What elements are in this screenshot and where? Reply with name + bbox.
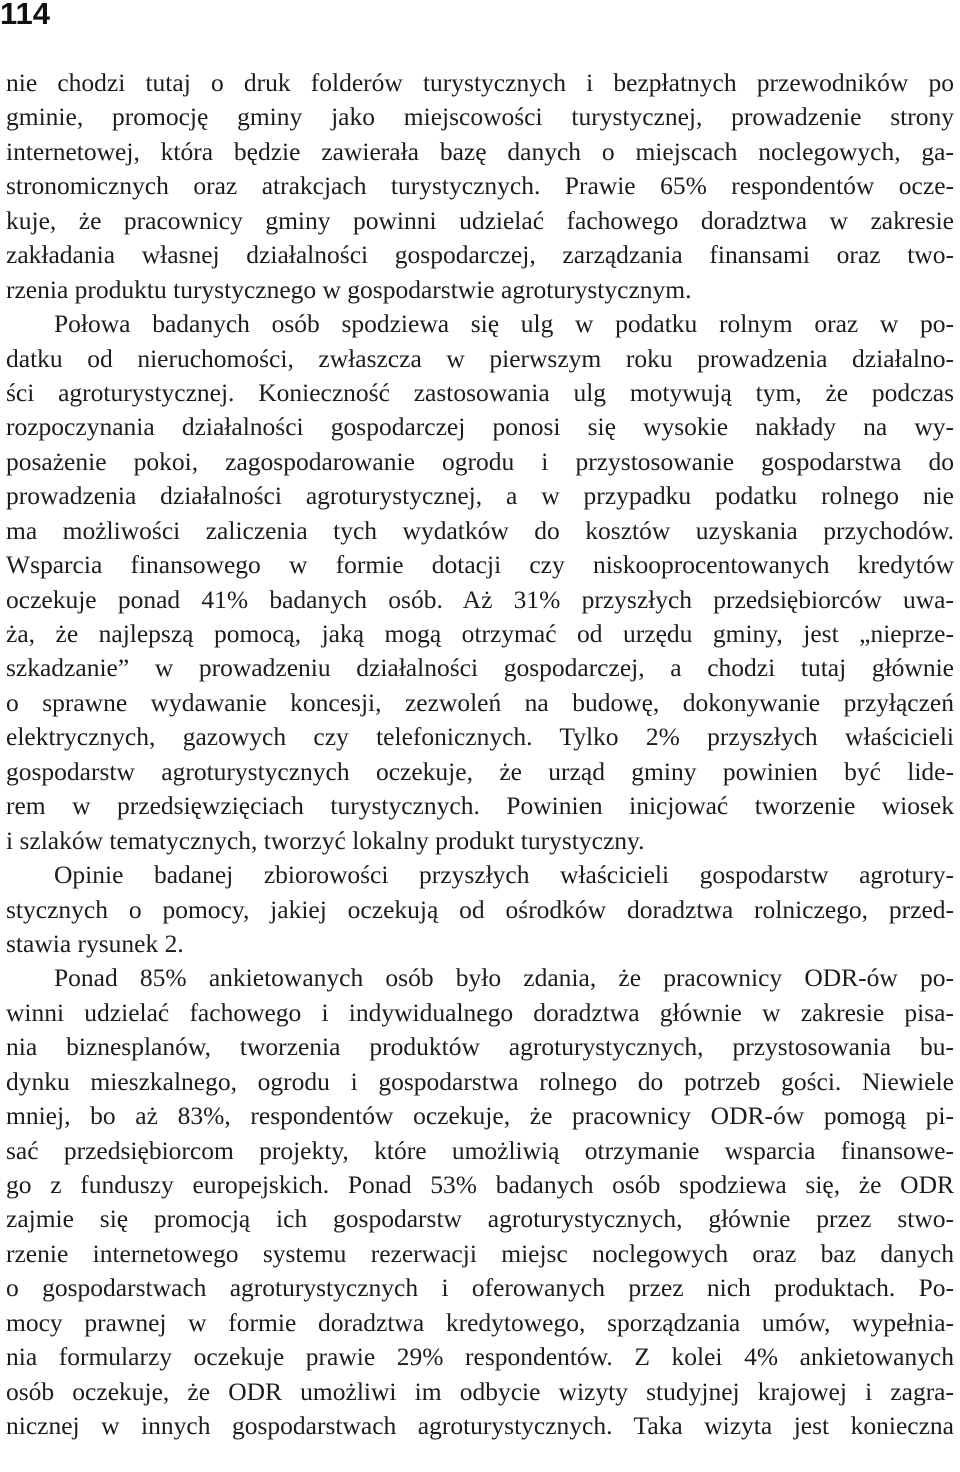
paragraph-3: [6, 858, 954, 961]
text-line: rozpoczynania działalności gospodarczej ponosi się wysokie nakłady na wy-: [6, 412, 954, 442]
text-line: sać przedsiębiorcom projekty, które umożliwią otrzymanie wsparcia finansowe-: [6, 1135, 954, 1165]
paragraph-4: [6, 961, 954, 1443]
text-line: stronomicznych oraz atrakcjach turystycznych. Prawie 65% respondentów ocze-: [6, 171, 954, 201]
text-line: stycznych o pomocy, jakiej oczekują od ośrodków doradztwa rolniczego, przed-: [6, 894, 954, 924]
text-line: ża, że najlepszą pomocą, jaką mogą otrzymać od urzędu gminy, jest „nieprze-: [6, 619, 954, 648]
text-line: osób oczekuje, że ODR umożliwi im odbycie wizyty studyjnej krajowej i zagra-: [6, 1376, 954, 1406]
text-line: nie chodzi tutaj o druk folderów turystycznych i bezpłatnych przewodników po: [6, 68, 954, 97]
text-line: posażenie pokoi, zagospodarowanie ogrodu i przystosowanie gospodarstwa do: [6, 446, 954, 476]
text-line: datku od nieruchomości, zwłaszcza w pierwszym roku prowadzenia działalno-: [6, 343, 954, 373]
text-line: kuje, że pracownicy gminy powinni udzielać fachowego doradztwa w zakresie: [6, 205, 954, 235]
paragraph-2: [6, 307, 954, 858]
text-line: rzenia produktu turystycznego w gospodarstwie agroturystycznym.: [6, 274, 692, 304]
text-line: ma możliwości zaliczenia tych wydatków do kosztów uzyskania przychodów.: [6, 515, 954, 545]
text-line: dynku mieszkalnego, ogrodu i gospodarstwa rolnego do potrzeb gości. Niewiele: [6, 1066, 954, 1096]
text-line: zakładania własnej działalności gospodarczej, zarządzania finansami oraz two-: [6, 240, 954, 270]
paragraph-1: [6, 66, 954, 307]
text-line: gospodarstw agroturystycznych oczekuje, że urząd gminy powinien być lide-: [6, 756, 954, 786]
text-line: Wsparcia finansowego w formie dotacji czy niskooprocentowanych kredytów: [6, 550, 954, 580]
text-line: rem w przedsięwzięciach turystycznych. Powinien inicjować tworzenie wiosek: [6, 791, 954, 821]
text-line: Połowa badanych osób spodziewa się ulg w podatku rolnym oraz w po-: [54, 309, 954, 339]
text-line: prowadzenia działalności agroturystycznej, a w przypadku podatku rolnego nie: [6, 481, 954, 511]
text-line: elektrycznych, gazowych czy telefonicznych. Tylko 2% przyszłych właścicieli: [6, 722, 954, 752]
text-line: mocy prawnej w formie doradztwa kredytowego, sporządzania umów, wypełnia-: [6, 1307, 954, 1337]
text-line: oczekuje ponad 41% badanych osób. Aż 31% przyszłych przedsiębiorców uwa-: [6, 584, 954, 614]
text-line: i szlaków tematycznych, tworzyć lokalny produkt turystyczny.: [6, 825, 645, 855]
text-line: mniej, bo aż 83%, respondentów oczekuje, że pracownicy ODR-ów pomogą pi-: [6, 1101, 954, 1131]
text-line: nicznej w innych gospodarstwach agroturystycznych. Taka wizyta jest konieczna: [6, 1411, 954, 1441]
text-line: ści agroturystycznej. Konieczność zastosowania ulg motywują tym, że podczas: [6, 377, 954, 407]
text-line: nia biznesplanów, tworzenia produktów agroturystycznych, przystosowania bu-: [6, 1032, 954, 1062]
body-text: [6, 66, 954, 1444]
text-line: go z funduszy europejskich. Ponad 53% badanych osób spodziewa się, że ODR: [6, 1170, 954, 1199]
text-line: Opinie badanej zbiorowości przyszłych właścicieli gospodarstw agrotury-: [54, 860, 954, 890]
text-line: o sprawne wydawanie koncesji, zezwoleń na budowę, dokonywanie przyłączeń: [6, 687, 954, 717]
text-line: o gospodarstwach agroturystycznych i oferowanych przez nich produktach. Po-: [6, 1273, 954, 1303]
text-line: rzenie internetowego systemu rezerwacji miejsc noclegowych oraz baz danych: [6, 1238, 954, 1268]
text-line: zajmie się promocją ich gospodarstw agroturystycznych, głównie przez stwo-: [6, 1204, 954, 1234]
page-number: 114: [0, 0, 51, 31]
text-line: szkadzanie” w prowadzeniu działalności gospodarczej, a chodzi tutaj głównie: [6, 653, 954, 683]
text-line: nia formularzy oczekuje prawie 29% respondentów. Z kolei 4% ankietowanych: [6, 1342, 954, 1372]
text-line: winni udzielać fachowego i indywidualnego doradztwa głównie w zakresie pisa-: [6, 997, 954, 1027]
text-line: Ponad 85% ankietowanych osób było zdania, że pracownicy ODR-ów po-: [54, 963, 954, 993]
text-line: gminie, promocję gminy jako miejscowości turystycznej, prowadzenie strony: [6, 102, 954, 132]
text-line: stawia rysunek 2.: [6, 928, 184, 958]
text-line: internetowej, która będzie zawierała bazę danych o miejscach noclegowych, ga-: [6, 136, 954, 166]
